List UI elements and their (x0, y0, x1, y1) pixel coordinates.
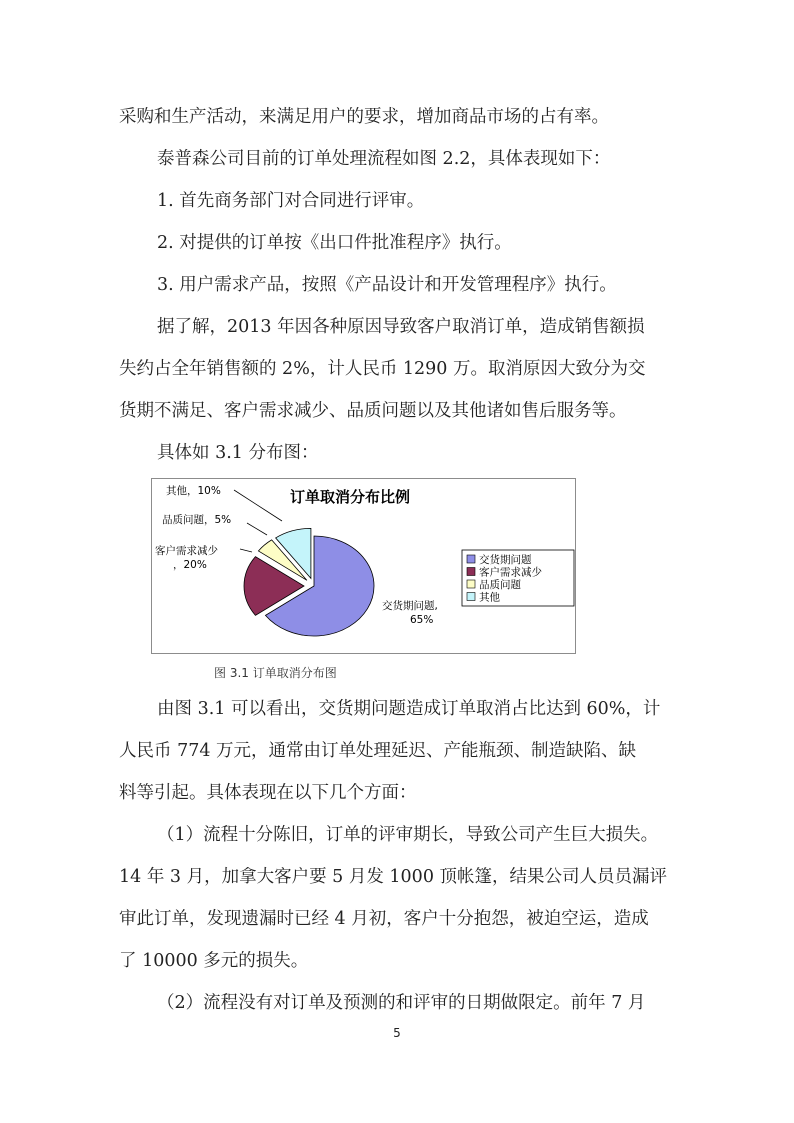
paragraph-line: （1）流程十分陈旧，订单的评审期长，导致公司产生巨大损失。 (157, 825, 659, 845)
paragraph-line: 具体如 3.1 分布图： (157, 443, 319, 463)
pie-chart-svg (152, 479, 575, 653)
leader-line-1 (240, 549, 252, 552)
legend-swatch-1 (467, 568, 475, 576)
legend-swatch-3 (467, 593, 475, 601)
page-number: 5 (393, 1026, 401, 1040)
legend-label-0: 交货期问题 (479, 554, 532, 566)
data-label-2: 品质问题，5% (162, 514, 232, 526)
paragraph-line: 人民币 774 万元，通常由订单处理延迟、产能瓶颈、制造缺陷、缺 (119, 741, 637, 761)
paragraph-line: 14 年 3 月，加拿大客户要 5 月发 1000 顶帐篷，结果公司人员员漏评 (119, 867, 668, 887)
legend-swatch-0 (467, 555, 475, 563)
paragraph-line: 失约占全年销售额的 2%，计人民币 1290 万。取消原因大致分为交 (119, 359, 646, 379)
data-label-1: 客户需求减少 (155, 545, 218, 557)
data-label-1: ，20% (173, 559, 207, 571)
list-item: 2. 对提供的订单按《出口件批准程序》执行。 (157, 233, 512, 253)
list-item: 3. 用户需求产品，按照《产品设计和开发管理程序》执行。 (157, 275, 617, 295)
legend-label-1: 客户需求减少 (479, 566, 542, 579)
leader-line-2 (247, 523, 267, 535)
legend-label-2: 品质问题 (479, 579, 521, 591)
paragraph-line: 审此订单，发现遗漏时已经 4 月初，客户十分抱怨，被迫空运，造成 (119, 909, 649, 929)
data-label-0: 65% (410, 614, 434, 626)
paragraph-line: 料等引起。具体表现在以下几个方面： (119, 783, 417, 803)
paragraph-line: 据了解，2013 年因各种原因导致客户取消订单，造成销售额损 (157, 317, 645, 337)
figure-caption: 图 3.1 订单取消分布图 (214, 666, 337, 680)
paragraph-line: 货期不满足、客户需求减少、品质问题以及其他诸如售后服务等。 (119, 401, 627, 421)
legend-label-3: 其他 (479, 591, 500, 604)
paragraph-line: （2）流程没有对订单及预测的和评审的日期做限定。前年 7 月 (157, 993, 646, 1013)
paragraph-line: 了 10000 多元的损失。 (119, 951, 309, 971)
legend-swatch-2 (467, 580, 475, 588)
list-item: 1. 首先商务部门对合同进行评审。 (157, 191, 425, 211)
pie-chart (151, 478, 576, 654)
paragraph-line: 由图 3.1 可以看出，交货期问题造成订单取消占比达到 60%，计 (157, 699, 661, 719)
paragraph-line: 采购和生产活动，来满足用户的要求，增加商品市场的占有率。 (119, 107, 609, 127)
leader-line-3 (234, 490, 282, 521)
data-label-0: 交货期问题, (382, 600, 438, 612)
paragraph-line: 泰普森公司目前的订单处理流程如图 2.2，具体表现如下： (157, 149, 611, 169)
data-label-3: 其他，10% (166, 485, 221, 497)
chart-title: 订单取消分布比例 (290, 488, 411, 506)
